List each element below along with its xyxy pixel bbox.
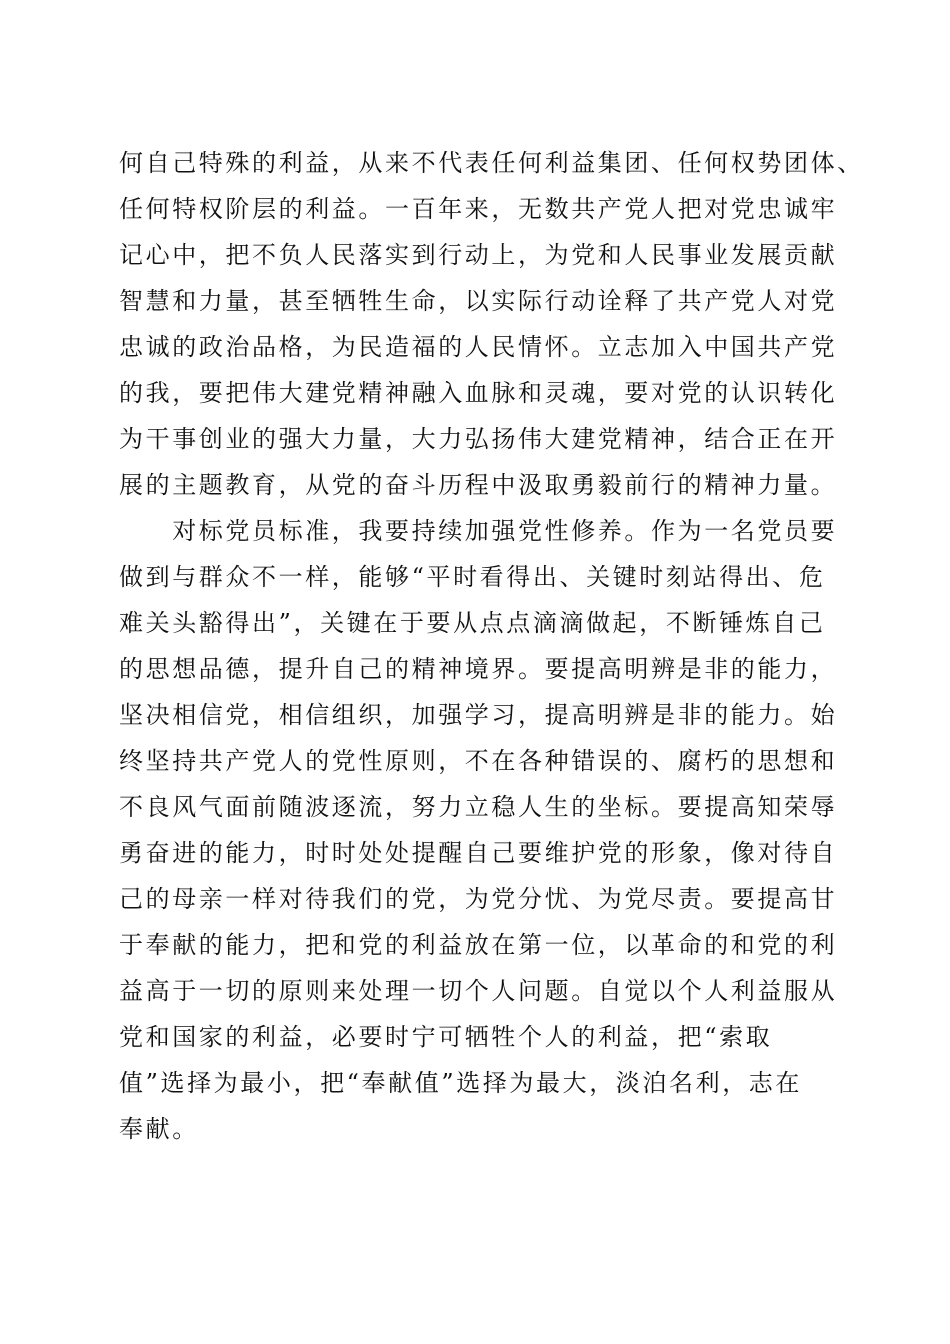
text-line: 为干事创业的强大力量，大力弘扬伟大建党精神，结合正在开 <box>119 425 838 453</box>
text-line: 智慧和力量，甚至牺牲生命，以实际行动诠释了共产党人对党 <box>119 287 838 315</box>
text-line: 奉献。 <box>119 1115 199 1143</box>
text-line: 勇奋进的能力，时时处处提醒自己要维护党的形象，像对待自 <box>119 839 838 867</box>
text-line: 忠诚的政治品格，为民造福的人民情怀。立志加入中国共产党 <box>119 333 838 361</box>
text-line: 终坚持共产党人的党性原则，不在各种错误的、腐朽的思想和 <box>119 747 838 775</box>
text-line: 任何特权阶层的利益。一百年来，无数共产党人把对党忠诚牢 <box>119 195 838 223</box>
text-line: 坚决相信党，相信组织，加强学习，提高明辨是非的能力。始 <box>119 701 838 729</box>
text-line: 记心中，把不负人民落实到行动上，为党和人民事业发展贡献 <box>119 241 838 269</box>
text-line: 益高于一切的原则来处理一切个人问题。自觉以个人利益服从 <box>119 977 838 1005</box>
paragraph-start-line: 对标党员标准，我要持续加强党性修养。作为一名党员要 <box>119 517 838 545</box>
text-line: 的我，要把伟大建党精神融入血脉和灵魂，要对党的认识转化 <box>119 379 838 407</box>
text-line: 何自己特殊的利益，从来不代表任何利益集团、任何权势团体、 <box>119 149 864 177</box>
text-line: 展的主题教育，从党的奋斗历程中汲取勇毅前行的精神力量。 <box>119 471 838 499</box>
text-line: 难关头豁得出”，关键在于要从点点滴滴做起，不断锤炼自己 <box>119 609 826 637</box>
text-line: 做到与群众不一样，能够“平时看得出、关键时刻站得出、危 <box>119 563 826 591</box>
text-line: 不良风气面前随波逐流，努力立稳人生的坐标。要提高知荣辱 <box>119 793 838 821</box>
text-line: 值”选择为最小，把“奉献值”选择为最大，淡泊名利，志在 <box>119 1069 803 1097</box>
text-line: 的思想品德，提升自己的精神境界。要提高明辨是非的能力， <box>119 655 838 683</box>
text-line: 党和国家的利益，必要时宁可牺牲个人的利益，把“索取 <box>119 1023 773 1051</box>
text-line: 于奉献的能力，把和党的利益放在第一位，以革命的和党的利 <box>119 931 838 959</box>
body-text <box>119 140 864 1152</box>
text-line: 己的母亲一样对待我们的党，为党分忧、为党尽责。要提高甘 <box>119 885 838 913</box>
